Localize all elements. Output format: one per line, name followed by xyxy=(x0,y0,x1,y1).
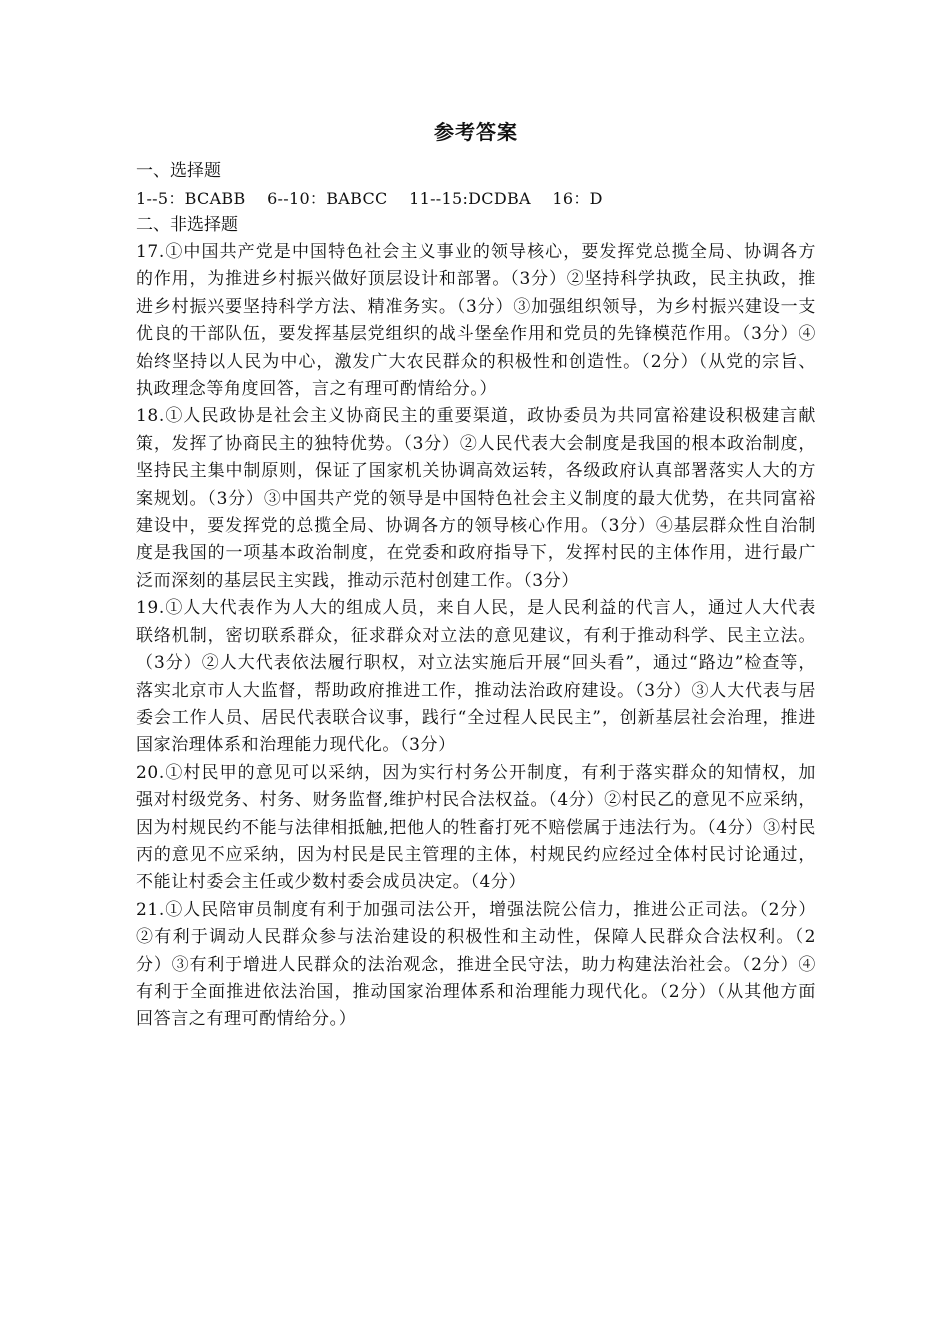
choice-answers: 1--5：BCABB 6--10：BABCC 11--15:DCDBA 16：D xyxy=(136,189,603,208)
answer-sheet xyxy=(136,118,816,1034)
answer-21: 21.①人民陪审员制度有利于加强司法公开，增强法院公信力，推进公正司法。（2分）②有利于调动人民群众参与法治建设的积极性和主动性，保障人民群众合法权利。（2分）③有利于增进人民群众的法治观念，推进全民守法，助力构建法治社会。（2分）④有利于全面推进依法治国，推动国家治理体系和治理能力现代化。（2分）（从其他方面回答言之有理可酌情给分。） xyxy=(136,899,816,1030)
page-title: 参考答案 xyxy=(434,120,518,144)
answer-19: 19.①人大代表作为人大的组成人员，来自人民，是人民利益的代言人，通过人大代表联络机制，密切联系群众，征求群众对立法的意见建议，有利于推动科学、民主立法。（3分）②人大代表依法履行职权，对立法实施后开展“回头看”，通过“路边”检查等，落实北京市人大监督，帮助政府推进工作，推动法治政府建设。（3分）③人大代表与居委会工作人员、居民代表联合议事，践行“全过程人民民主”，创新基层社会治理，推进国家治理体系和治理能力现代化。（3分） xyxy=(136,598,816,756)
answer-17: 17.①中国共产党是中国特色社会主义事业的领导核心，要发挥党总揽全局、协调各方的作用，为推进乡村振兴做好顶层设计和部署。（3分）②坚持科学执政，民主执政，推进乡村振兴要坚持科学方法、精准务实。（3分）③加强组织领导，为乡村振兴建设一支优良的干部队伍，要发挥基层党组织的战斗堡垒作用和党员的先锋模范作用。（3分）④始终坚持以人民为中心，激发广大农民群众的积极性和创造性。（2分）（从党的宗旨、执政理念等角度回答，言之有理可酌情给分。） xyxy=(136,242,816,400)
section-heading-choice: 一、选择题 xyxy=(136,161,221,181)
section-heading-nonchoice: 二、非选择题 xyxy=(136,215,238,235)
answer-18: 18.①人民政协是社会主义协商民主的重要渠道，政协委员为共同富裕建设积极建言献策，发挥了协商民主的独特优势。（3分）②人民代表大会制度是我国的根本政治制度，坚持民主集中制原则，保证了国家机关协调高效运转，各级政府认真部署落实人大的方案规划。（3分）③中国共产党的领导是中国特色社会主义制度的最大优势，在共同富裕建设中，要发挥党的总揽全局、协调各方的领导核心作用。（3分）④基层群众性自治制度是我国的一项基本政治制度，在党委和政府指导下，发挥村民的主体作用，进行最广泛而深刻的基层民主实践，推动示范村创建工作。（3分） xyxy=(136,406,816,591)
answer-20: 20.①村民甲的意见可以采纳，因为实行村务公开制度，有利于落实群众的知情权，加强对村级党务、村务、财务监督,维护村民合法权益。（4分）②村民乙的意见不应采纳，因为村规民约不能与法律相抵触,把他人的牲畜打死不赔偿属于违法行为。（4分）③村民丙的意见不应采纳，因为村民是民主管理的主体，村规民约应经过全体村民讨论通过，不能让村委会主任或少数村委会成员决定。（4分） xyxy=(136,762,816,893)
